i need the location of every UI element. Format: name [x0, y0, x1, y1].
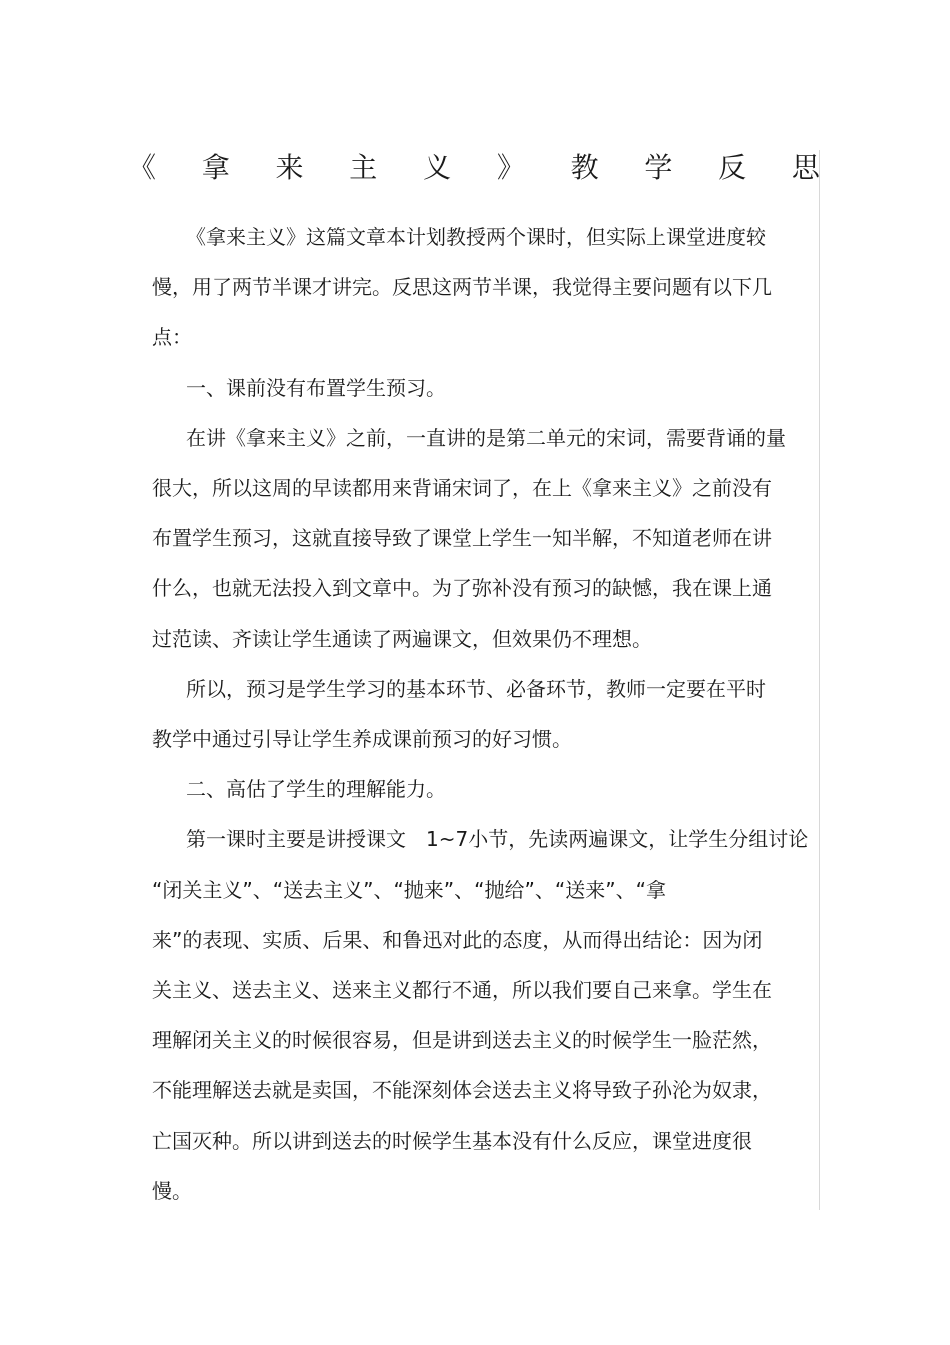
- text-line: 教学中通过引导让学生养成课前预习的好习惯。: [152, 727, 572, 752]
- text-line: 布置学生预习，这就直接导致了课堂上学生一知半解，不知道老师在讲: [152, 526, 772, 551]
- document-title: [128, 146, 820, 190]
- title-char: 拿: [201, 151, 230, 184]
- paragraph-comprehension: [118, 814, 808, 1216]
- text-line: 二、高估了学生的理解能力。: [186, 777, 446, 802]
- title-char: 教: [570, 151, 599, 184]
- title-char: 学: [644, 151, 673, 184]
- text-line: 所以，预习是学生学习的基本环节、必备环节，教师一定要在平时: [186, 676, 766, 701]
- text-line: 一、课前没有布置学生预习。: [186, 375, 446, 400]
- text-line: 过范读、齐读让学生通读了两遍课文，但效果仍不理想。: [152, 626, 652, 651]
- title-char: 主: [349, 151, 378, 184]
- text-line: 在讲《拿来主义》之前，一直讲的是第二单元的宋词，需要背诵的量: [186, 425, 786, 450]
- text-line: 点：: [152, 325, 192, 350]
- text-line: 很大，所以这周的早读都用来背诵宋词了，在上《拿来主义》之前没有: [152, 476, 772, 501]
- text-line: 亡国灭种。所以讲到送去的时候学生基本没有什么反应，课堂进度很: [152, 1128, 752, 1153]
- paragraph-intro: [118, 212, 808, 363]
- title-char: 反: [718, 151, 747, 184]
- title-char: 来: [275, 151, 304, 184]
- paragraph-preview-issue: [118, 413, 808, 664]
- title-char: 义: [423, 151, 452, 184]
- paragraph-preview-conclusion: [118, 664, 808, 764]
- text-line: 来”的表现、实质、后果、和鲁迅对此的态度，从而得出结论：因为闭: [152, 927, 763, 952]
- title-char: 思: [791, 151, 820, 184]
- text-line: 理解闭关主义的时候很容易，但是讲到送去主义的时候学生一脸茫然，: [152, 1028, 772, 1053]
- document-body: [118, 212, 808, 1216]
- text-line: 慢，用了两节半课才讲完。反思这两节半课，我觉得主要问题有以下几: [152, 275, 772, 300]
- text-line: 第一课时主要是讲授课文 1~7小节，先读两遍课文，让学生分组讨论: [186, 827, 809, 852]
- text-line: 慢。: [152, 1178, 192, 1203]
- section-heading-1: [118, 363, 808, 413]
- page-edge-divider: [819, 150, 820, 1210]
- title-char: 》: [496, 151, 525, 184]
- text-line: 《拿来主义》这篇文章本计划教授两个课时，但实际上课堂进度较: [186, 225, 766, 249]
- text-line: 不能理解送去就是卖国，不能深刻体会送去主义将导致子孙沦为奴隶，: [152, 1078, 772, 1103]
- text-line: 什么，也就无法投入到文章中。为了弥补没有预习的缺憾，我在课上通: [152, 576, 772, 601]
- text-line: 关主义、送去主义、送来主义都行不通，所以我们要自己来拿。学生在: [152, 978, 772, 1003]
- title-char: 《: [128, 151, 157, 184]
- text-line: “闭关主义”、“送去主义”、“抛来”、“抛给”、“送来”、“拿: [152, 877, 666, 902]
- section-heading-2: [118, 764, 808, 814]
